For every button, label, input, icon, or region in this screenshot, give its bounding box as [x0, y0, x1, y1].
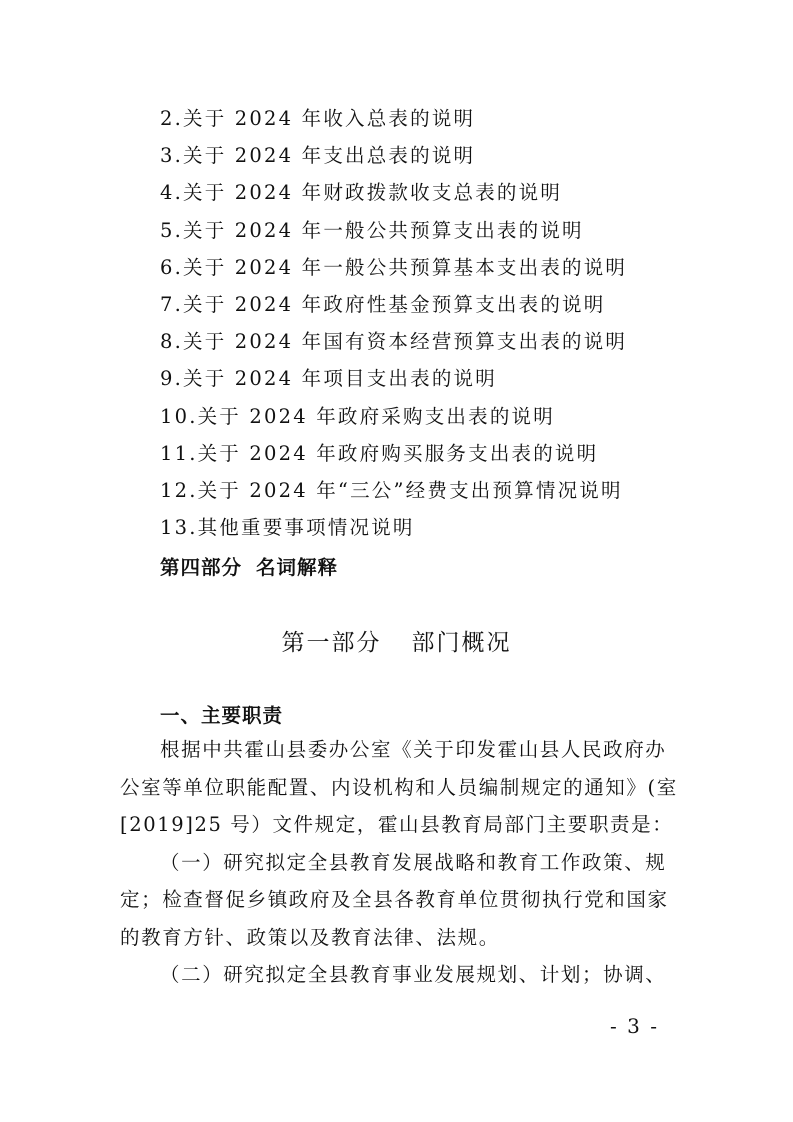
toc-part4-heading [160, 552, 338, 580]
toc-item: 10.关于 2024 年政府采购支出表的说明 [160, 404, 555, 428]
toc-item: 2.关于 2024 年收入总表的说明 [160, 107, 476, 130]
chapter-number: 第一部分 [281, 630, 382, 656]
body-line: 根据中共霍山县委办公室《关于印发霍山县人民政府办 [160, 738, 667, 761]
toc-item: 4.关于 2024 年财政拨款收支总表的说明 [160, 181, 563, 205]
toc-item: 9.关于 2024 年项目支出表的说明 [160, 367, 497, 391]
chapter-name: 部门概况 [411, 630, 512, 656]
section-heading: 一、主要职责 [160, 704, 284, 727]
toc-item: 13.其他重要事项情况说明 [160, 516, 415, 540]
body-line: 定；检查督促乡镇政府及全县各教育单位贯彻执行党和国家 [120, 888, 669, 911]
page-number: - 3 - [610, 1014, 659, 1038]
toc-item: 12.关于 2024 年“三公”经费支出预算情况说明 [160, 478, 623, 502]
body-line: 公室等单位职能配置、内设机构和人员编制规定的通知》(室 [120, 775, 678, 799]
body-line: [2019]25 号）文件规定，霍山县教育局部门主要职责是： [120, 813, 674, 836]
section-body [120, 735, 680, 998]
table-of-contents [160, 104, 627, 550]
body-line: 的教育方针、政策以及教育法律、法规。 [120, 925, 500, 949]
chapter-title [0, 624, 793, 657]
toc-item: 11.关于 2024 年政府购买服务支出表的说明 [160, 441, 599, 465]
part4-title: 名词解释 [256, 556, 339, 579]
toc-item: 7.关于 2024 年政府性基金预算支出表的说明 [160, 292, 606, 316]
toc-item: 3.关于 2024 年支出总表的说明 [160, 144, 476, 168]
toc-item: 8.关于 2024 年国有资本经营预算支出表的说明 [160, 330, 628, 354]
toc-item: 6.关于 2024 年一般公共预算基本支出表的说明 [160, 255, 628, 279]
body-line: （一）研究拟定全县教育发展战略和教育工作政策、规 [160, 850, 667, 874]
toc-item: 5.关于 2024 年一般公共预算支出表的说明 [160, 218, 584, 242]
part4-number: 第四部分 [160, 556, 243, 579]
body-line: （二）研究拟定全县教育事业发展规划、计划；协调、 [160, 963, 667, 986]
